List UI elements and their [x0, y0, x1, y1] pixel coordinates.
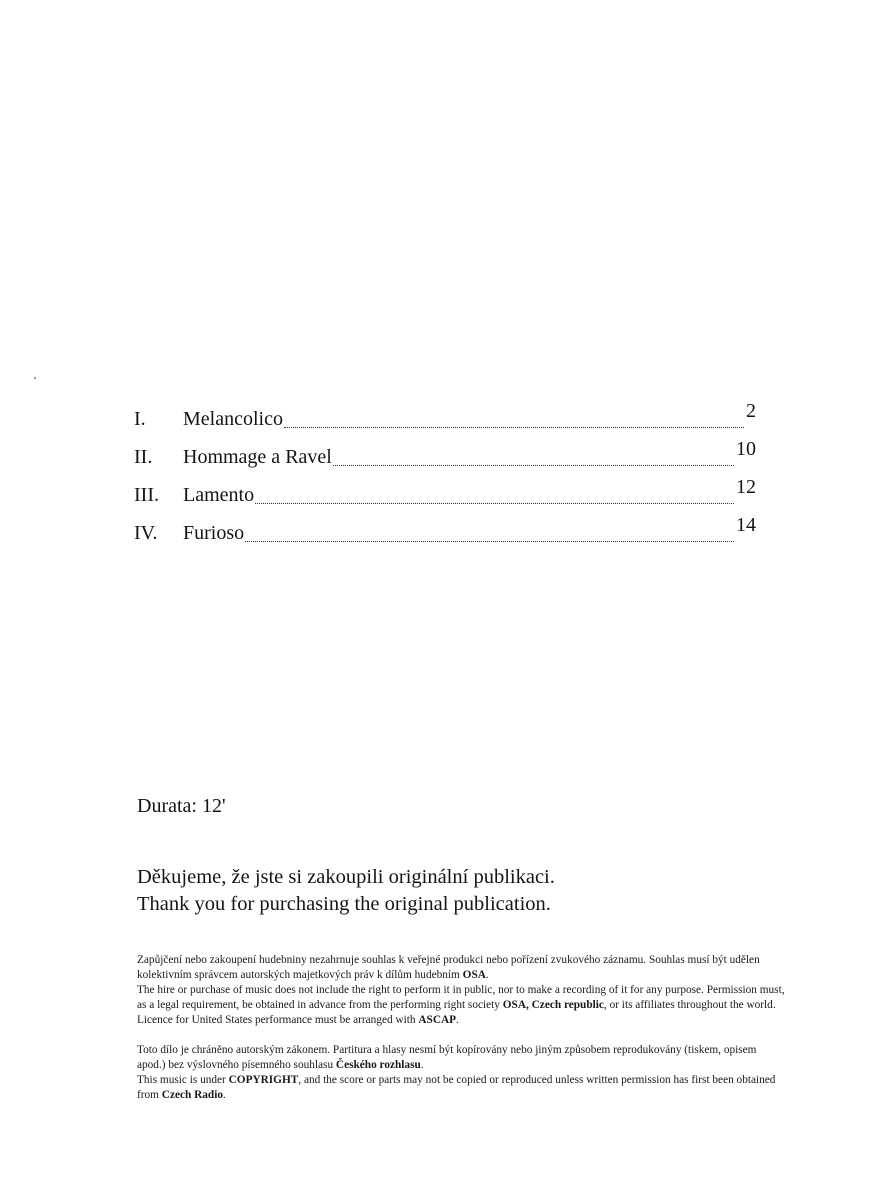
toc-title: Melancolico	[183, 408, 283, 430]
toc-title: Hommage a Ravel	[183, 446, 332, 468]
toc-numeral: IV.	[134, 522, 158, 544]
toc-row-3	[134, 469, 756, 507]
toc-page-number: 14	[736, 514, 756, 536]
toc-numeral: II.	[134, 446, 153, 468]
toc-title: Lamento	[183, 484, 255, 506]
toc-numeral: I.	[134, 408, 146, 430]
table-of-contents	[134, 393, 756, 545]
toc-page-number: 12	[736, 476, 756, 498]
toc-dot-leader	[255, 502, 734, 504]
toc-numeral: III.	[134, 484, 159, 506]
thank-you-english: Thank you for purchasing the original publication.	[137, 893, 551, 915]
scan-speck	[34, 377, 36, 379]
thank-you-message	[137, 864, 555, 918]
toc-dot-leader	[284, 426, 744, 428]
toc-row-1	[134, 393, 756, 431]
toc-title: Furioso	[183, 522, 245, 544]
toc-dot-leader	[245, 540, 734, 542]
copyright-notice: Toto dílo je chráněno autorským zákonem. Partitura a hlasy nesmí být kopírovány nebo jiným způsobem reprodukovány (tiskem, opisem apod.) bez výslovného písemného souhlasu Českého rozhlasu. This music is under COPYRIGHT, and the score or parts may not be copied or reproduced unless written permission has first been obtained from Czech Radio.	[137, 1044, 776, 1101]
performance-rights-notice: Zapůjčení nebo zakoupení hudebniny nezahrnuje souhlas k veřejné produkci nebo pořízení zvukového záznamu. Souhlas musí být udělen kolektivním správcem autorských majetkových práv k dílům hudebním OSA. The hire or purchase of music does not include the right to perform it in public, nor to make a recording of it for any purpose. Permission must, as a legal requirement, be obtained in advance from the performing right society OSA, Czech republic, or its affiliates throughout the world. Licence for United States performance must be arranged with ASCAP.	[137, 954, 785, 1026]
legal-notice	[137, 953, 787, 1118]
toc-row-2	[134, 431, 756, 469]
toc-page-number: 10	[736, 438, 756, 460]
thank-you-czech: Děkujeme, že jste si zakoupili originální publikaci.	[137, 866, 555, 888]
duration-label: Durata: 12'	[137, 795, 226, 817]
toc-page-number: 2	[746, 400, 756, 422]
toc-dot-leader	[333, 464, 734, 466]
toc-row-4	[134, 507, 756, 545]
